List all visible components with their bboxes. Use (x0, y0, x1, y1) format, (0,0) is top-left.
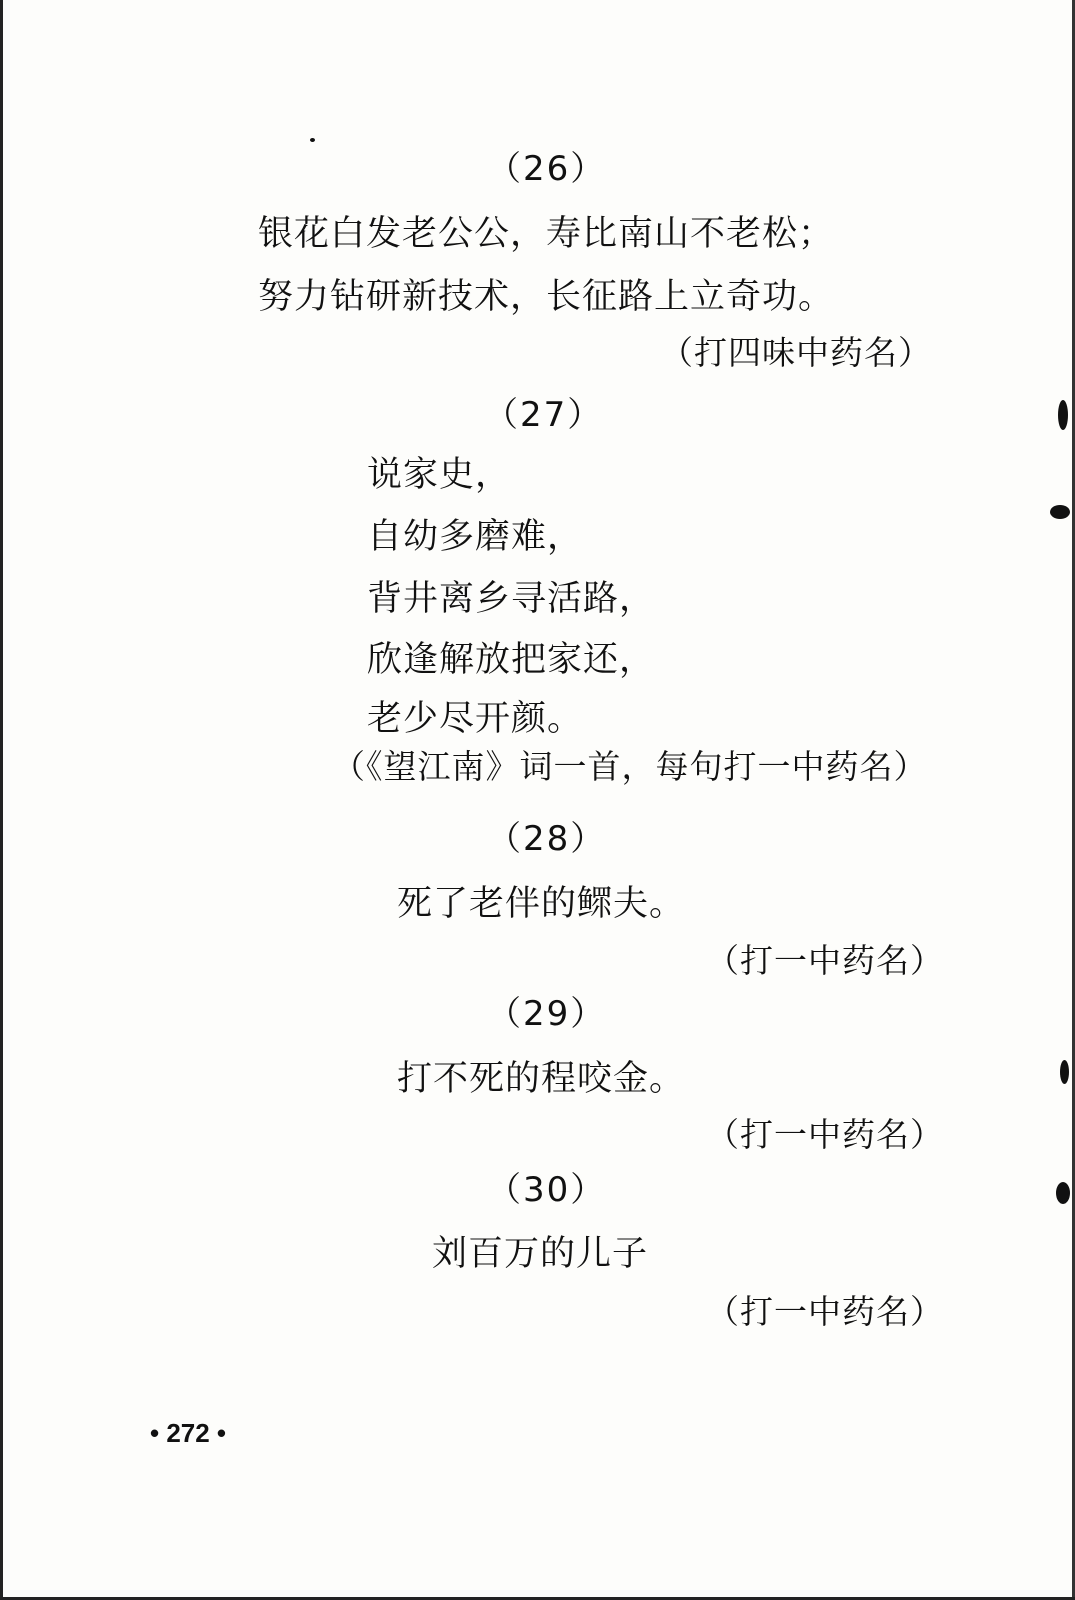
scan-speck (1060, 1060, 1069, 1084)
riddle-28-note: （打一中药名） (706, 941, 944, 980)
riddle-26-note: （打四味中药名） (660, 333, 932, 372)
riddle-27-number: （27） (484, 395, 604, 435)
riddle-27-line-1: 说家史， (367, 455, 512, 495)
riddle-28-line-1: 死了老伴的鳏夫。 (397, 884, 686, 924)
riddle-28-number: （28） (487, 819, 607, 859)
scan-edge-left (0, 0, 3, 1600)
page-number: • 272 • (150, 1418, 227, 1448)
riddle-30-line-1: 刘百万的儿子 (432, 1234, 649, 1274)
riddle-30-note: （打一中药名） (706, 1292, 944, 1331)
riddle-26-number: （26） (487, 149, 607, 189)
scan-speck (1058, 400, 1068, 430)
riddle-27-line-5: 老少尽开颜。 (367, 699, 584, 739)
scan-speck (310, 138, 315, 142)
riddle-27-line-2: 自幼多磨难， (367, 517, 584, 557)
riddle-29-line-1: 打不死的程咬金。 (397, 1059, 686, 1099)
riddle-26-line-2: 努力钻研新技术，长征路上立奇功。 (258, 277, 835, 317)
riddle-30-number: （30） (487, 1170, 607, 1210)
riddle-27-line-3: 背井离乡寻活路， (367, 579, 656, 619)
scan-speck (1050, 505, 1070, 519)
riddle-27-line-4: 欣逢解放把家还， (367, 640, 656, 680)
scan-speck (1056, 1182, 1070, 1204)
riddle-29-note: （打一中药名） (706, 1115, 944, 1154)
riddle-27-note: （《望江南》词一首，每句打一中药名） (332, 747, 928, 786)
riddle-26-line-1: 银花白发老公公，寿比南山不老松； (258, 214, 835, 254)
riddle-29-number: （29） (487, 994, 607, 1034)
